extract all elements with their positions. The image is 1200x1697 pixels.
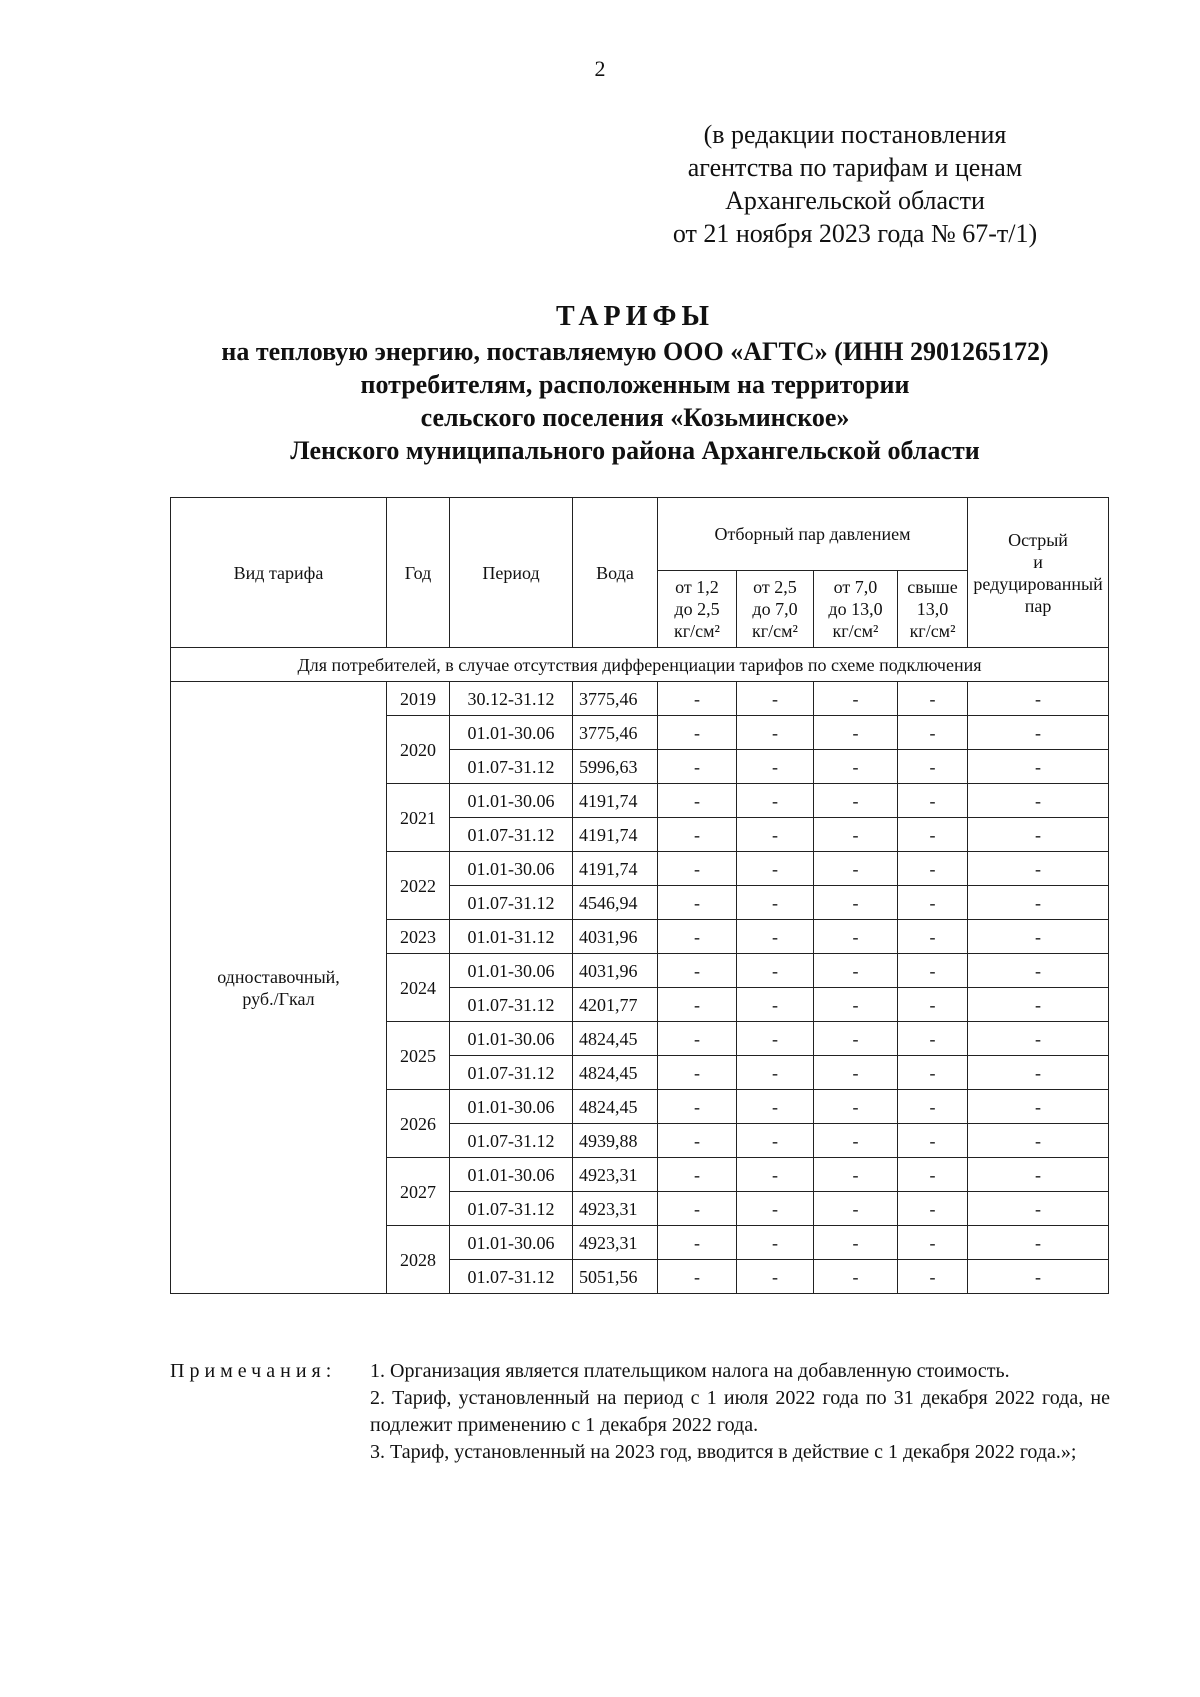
year-cell: 2024 [387,954,450,1022]
empty-value-cell: - [968,1158,1109,1192]
empty-value-cell: - [898,750,968,784]
empty-value-cell: - [814,920,898,954]
edition-line: агентства по тарифам и ценам [687,153,1023,182]
empty-value-cell: - [814,988,898,1022]
empty-value-cell: - [898,784,968,818]
empty-value-cell: - [737,1090,814,1124]
empty-value-cell: - [814,784,898,818]
empty-value-cell: - [968,886,1109,920]
period-cell: 01.01-30.06 [450,1226,573,1260]
header-text: редуцированный [973,573,1103,594]
title-line: потребителям, расположенным на территории [360,370,910,399]
empty-value-cell: - [658,852,737,886]
empty-value-cell: - [898,1260,968,1294]
water-value-cell: 4824,45 [573,1056,658,1090]
empty-value-cell: - [737,784,814,818]
water-value-cell: 3775,46 [573,682,658,716]
header-text: Острый [1008,529,1068,550]
empty-value-cell: - [814,1056,898,1090]
tariff-type-cell [171,682,387,1294]
empty-value-cell: - [737,1124,814,1158]
empty-value-cell: - [898,852,968,886]
empty-value-cell: - [968,852,1109,886]
empty-value-cell: - [658,1090,737,1124]
notes-list [370,1358,1110,1466]
empty-value-cell: - [814,1022,898,1056]
empty-value-cell: - [814,1124,898,1158]
empty-value-cell: - [968,1260,1109,1294]
empty-value-cell: - [658,1226,737,1260]
empty-value-cell: - [898,1022,968,1056]
empty-value-cell: - [898,954,968,988]
empty-value-cell: - [658,920,737,954]
water-value-cell: 4824,45 [573,1090,658,1124]
title-line: Ленского муниципального района Архангельской области [290,436,980,465]
header-sharp-steam [968,498,1109,648]
empty-value-cell: - [658,818,737,852]
water-value-cell: 4546,94 [573,886,658,920]
empty-value-cell: - [658,716,737,750]
empty-value-cell: - [814,1090,898,1124]
water-value-cell: 4031,96 [573,954,658,988]
empty-value-cell: - [658,988,737,1022]
empty-value-cell: - [968,1192,1109,1226]
empty-value-cell: - [737,988,814,1022]
empty-value-cell: - [814,682,898,716]
year-cell: 2028 [387,1226,450,1294]
period-cell: 01.07-31.12 [450,750,573,784]
empty-value-cell: - [898,682,968,716]
empty-value-cell: - [968,818,1109,852]
empty-value-cell: - [814,1192,898,1226]
empty-value-cell: - [814,1226,898,1260]
edition-line: от 21 ноября 2023 года № 67-т/1) [672,219,1038,248]
year-cell: 2027 [387,1158,450,1226]
period-cell: 30.12-31.12 [450,682,573,716]
period-cell: 01.07-31.12 [450,988,573,1022]
header-steam-1 [658,571,737,648]
period-cell: 01.07-31.12 [450,1056,573,1090]
empty-value-cell: - [814,1260,898,1294]
header-text: кг/см² [752,621,798,641]
water-value-cell: 4191,74 [573,784,658,818]
period-cell: 01.01-31.12 [450,920,573,954]
empty-value-cell: - [737,750,814,784]
header-tariff-type: Вид тарифа [171,498,387,648]
empty-value-cell: - [968,1226,1109,1260]
note-item: 1. Организация является плательщиком налога на добавленную стоимость. [370,1360,1010,1382]
empty-value-cell: - [968,750,1109,784]
header-steam-2 [737,571,814,648]
empty-value-cell: - [814,852,898,886]
period-cell: 01.01-30.06 [450,1022,573,1056]
water-value-cell: 4191,74 [573,852,658,886]
empty-value-cell: - [737,1226,814,1260]
empty-value-cell: - [658,886,737,920]
empty-value-cell: - [737,1192,814,1226]
header-water: Вода [573,498,658,648]
empty-value-cell: - [968,1124,1109,1158]
empty-value-cell: - [737,852,814,886]
period-cell: 01.07-31.12 [450,818,573,852]
empty-value-cell: - [968,1056,1109,1090]
period-cell: 01.07-31.12 [450,886,573,920]
empty-value-cell: - [737,682,814,716]
header-text: до 2,5 [674,599,720,619]
empty-value-cell: - [658,1056,737,1090]
period-cell: 01.01-30.06 [450,954,573,988]
empty-value-cell: - [737,1022,814,1056]
document-title [150,300,1120,467]
tariff-type-text: одноставочный, [217,966,340,987]
period-cell: 01.01-30.06 [450,784,573,818]
header-text: кг/см² [674,621,720,641]
header-year: Год [387,498,450,648]
empty-value-cell: - [658,1022,737,1056]
empty-value-cell: - [898,1158,968,1192]
empty-value-cell: - [898,1124,968,1158]
empty-value-cell: - [814,818,898,852]
empty-value-cell: - [898,1090,968,1124]
empty-value-cell: - [898,1226,968,1260]
empty-value-cell: - [968,784,1109,818]
empty-value-cell: - [737,886,814,920]
empty-value-cell: - [737,1158,814,1192]
period-cell: 01.01-30.06 [450,852,573,886]
water-value-cell: 4923,31 [573,1158,658,1192]
empty-value-cell: - [898,920,968,954]
period-cell: 01.07-31.12 [450,1192,573,1226]
empty-value-cell: - [814,1158,898,1192]
header-steam-3 [814,571,898,648]
year-cell: 2020 [387,716,450,784]
notes-title: Примечания: [170,1360,337,1382]
water-value-cell: 3775,46 [573,716,658,750]
empty-value-cell: - [737,1260,814,1294]
page-number: 2 [594,56,606,81]
empty-value-cell: - [968,716,1109,750]
header-steam-4 [898,571,968,648]
title-line: на тепловую энергию, поставляемую ООО «АГТС» (ИНН 2901265172) [221,337,1049,366]
table-row [171,682,1109,716]
water-value-cell: 4923,31 [573,1226,658,1260]
edition-line: Архангельской области [725,186,985,215]
year-cell: 2022 [387,852,450,920]
header-period: Период [450,498,573,648]
header-text: кг/см² [909,621,956,641]
year-cell: 2023 [387,920,450,954]
empty-value-cell: - [968,954,1109,988]
empty-value-cell: - [898,716,968,750]
title-main: ТАРИФЫ [556,301,714,332]
period-cell: 01.07-31.12 [450,1124,573,1158]
header-text: 13,0 [916,599,949,619]
empty-value-cell: - [814,886,898,920]
header-text: свыше [907,577,958,597]
empty-value-cell: - [737,1056,814,1090]
empty-value-cell: - [658,784,737,818]
note-item: 2. Тариф, установленный на период с 1 июля 2022 года по 31 декабря 2022 года, не подлежит применению с 1 декабря 2022 года. [370,1387,1110,1436]
empty-value-cell: - [658,1158,737,1192]
period-cell: 01.01-30.06 [450,1158,573,1192]
header-text: кг/см² [832,621,879,641]
empty-value-cell: - [658,954,737,988]
empty-value-cell: - [898,988,968,1022]
empty-value-cell: - [658,682,737,716]
tariff-type-text: руб./Гкал [242,988,315,1009]
header-text: и [1033,551,1043,572]
water-value-cell: 4191,74 [573,818,658,852]
empty-value-cell: - [968,682,1109,716]
edition-note [630,118,1080,250]
empty-value-cell: - [814,954,898,988]
empty-value-cell: - [898,1192,968,1226]
year-cell: 2021 [387,784,450,852]
edition-line: (в редакции постановления [703,120,1007,149]
empty-value-cell: - [814,716,898,750]
period-cell: 01.07-31.12 [450,1260,573,1294]
empty-value-cell: - [814,750,898,784]
header-steam-group: Отборный пар давлением [658,498,968,571]
empty-value-cell: - [737,716,814,750]
empty-value-cell: - [898,818,968,852]
empty-value-cell: - [658,750,737,784]
water-value-cell: 5996,63 [573,750,658,784]
empty-value-cell: - [898,1056,968,1090]
year-cell: 2026 [387,1090,450,1158]
water-value-cell: 4031,96 [573,920,658,954]
period-cell: 01.01-30.06 [450,1090,573,1124]
header-text: до 13,0 [828,599,883,619]
empty-value-cell: - [658,1124,737,1158]
note-item: 3. Тариф, установленный на 2023 год, вводится в действие с 1 декабря 2022 года.»; [370,1441,1077,1463]
tariffs-table [170,497,1109,1294]
header-text: от 2,5 [753,577,797,597]
empty-value-cell: - [898,886,968,920]
empty-value-cell: - [737,954,814,988]
water-value-cell: 4923,31 [573,1192,658,1226]
water-value-cell: 5051,56 [573,1260,658,1294]
year-cell: 2019 [387,682,450,716]
water-value-cell: 4824,45 [573,1022,658,1056]
empty-value-cell: - [968,920,1109,954]
water-value-cell: 4939,88 [573,1124,658,1158]
table-subheader: Для потребителей, в случае отсутствия дифференциации тарифов по схеме подключения [171,648,1109,682]
empty-value-cell: - [737,818,814,852]
empty-value-cell: - [737,920,814,954]
water-value-cell: 4201,77 [573,988,658,1022]
header-text: от 1,2 [675,577,719,597]
header-text: пар [1024,595,1052,616]
empty-value-cell: - [658,1260,737,1294]
header-text: от 7,0 [833,577,878,597]
period-cell: 01.01-30.06 [450,716,573,750]
year-cell: 2025 [387,1022,450,1090]
title-line: сельского поселения «Козьминское» [420,403,850,432]
empty-value-cell: - [658,1192,737,1226]
header-text: до 7,0 [752,599,798,619]
empty-value-cell: - [968,988,1109,1022]
empty-value-cell: - [968,1022,1109,1056]
empty-value-cell: - [968,1090,1109,1124]
